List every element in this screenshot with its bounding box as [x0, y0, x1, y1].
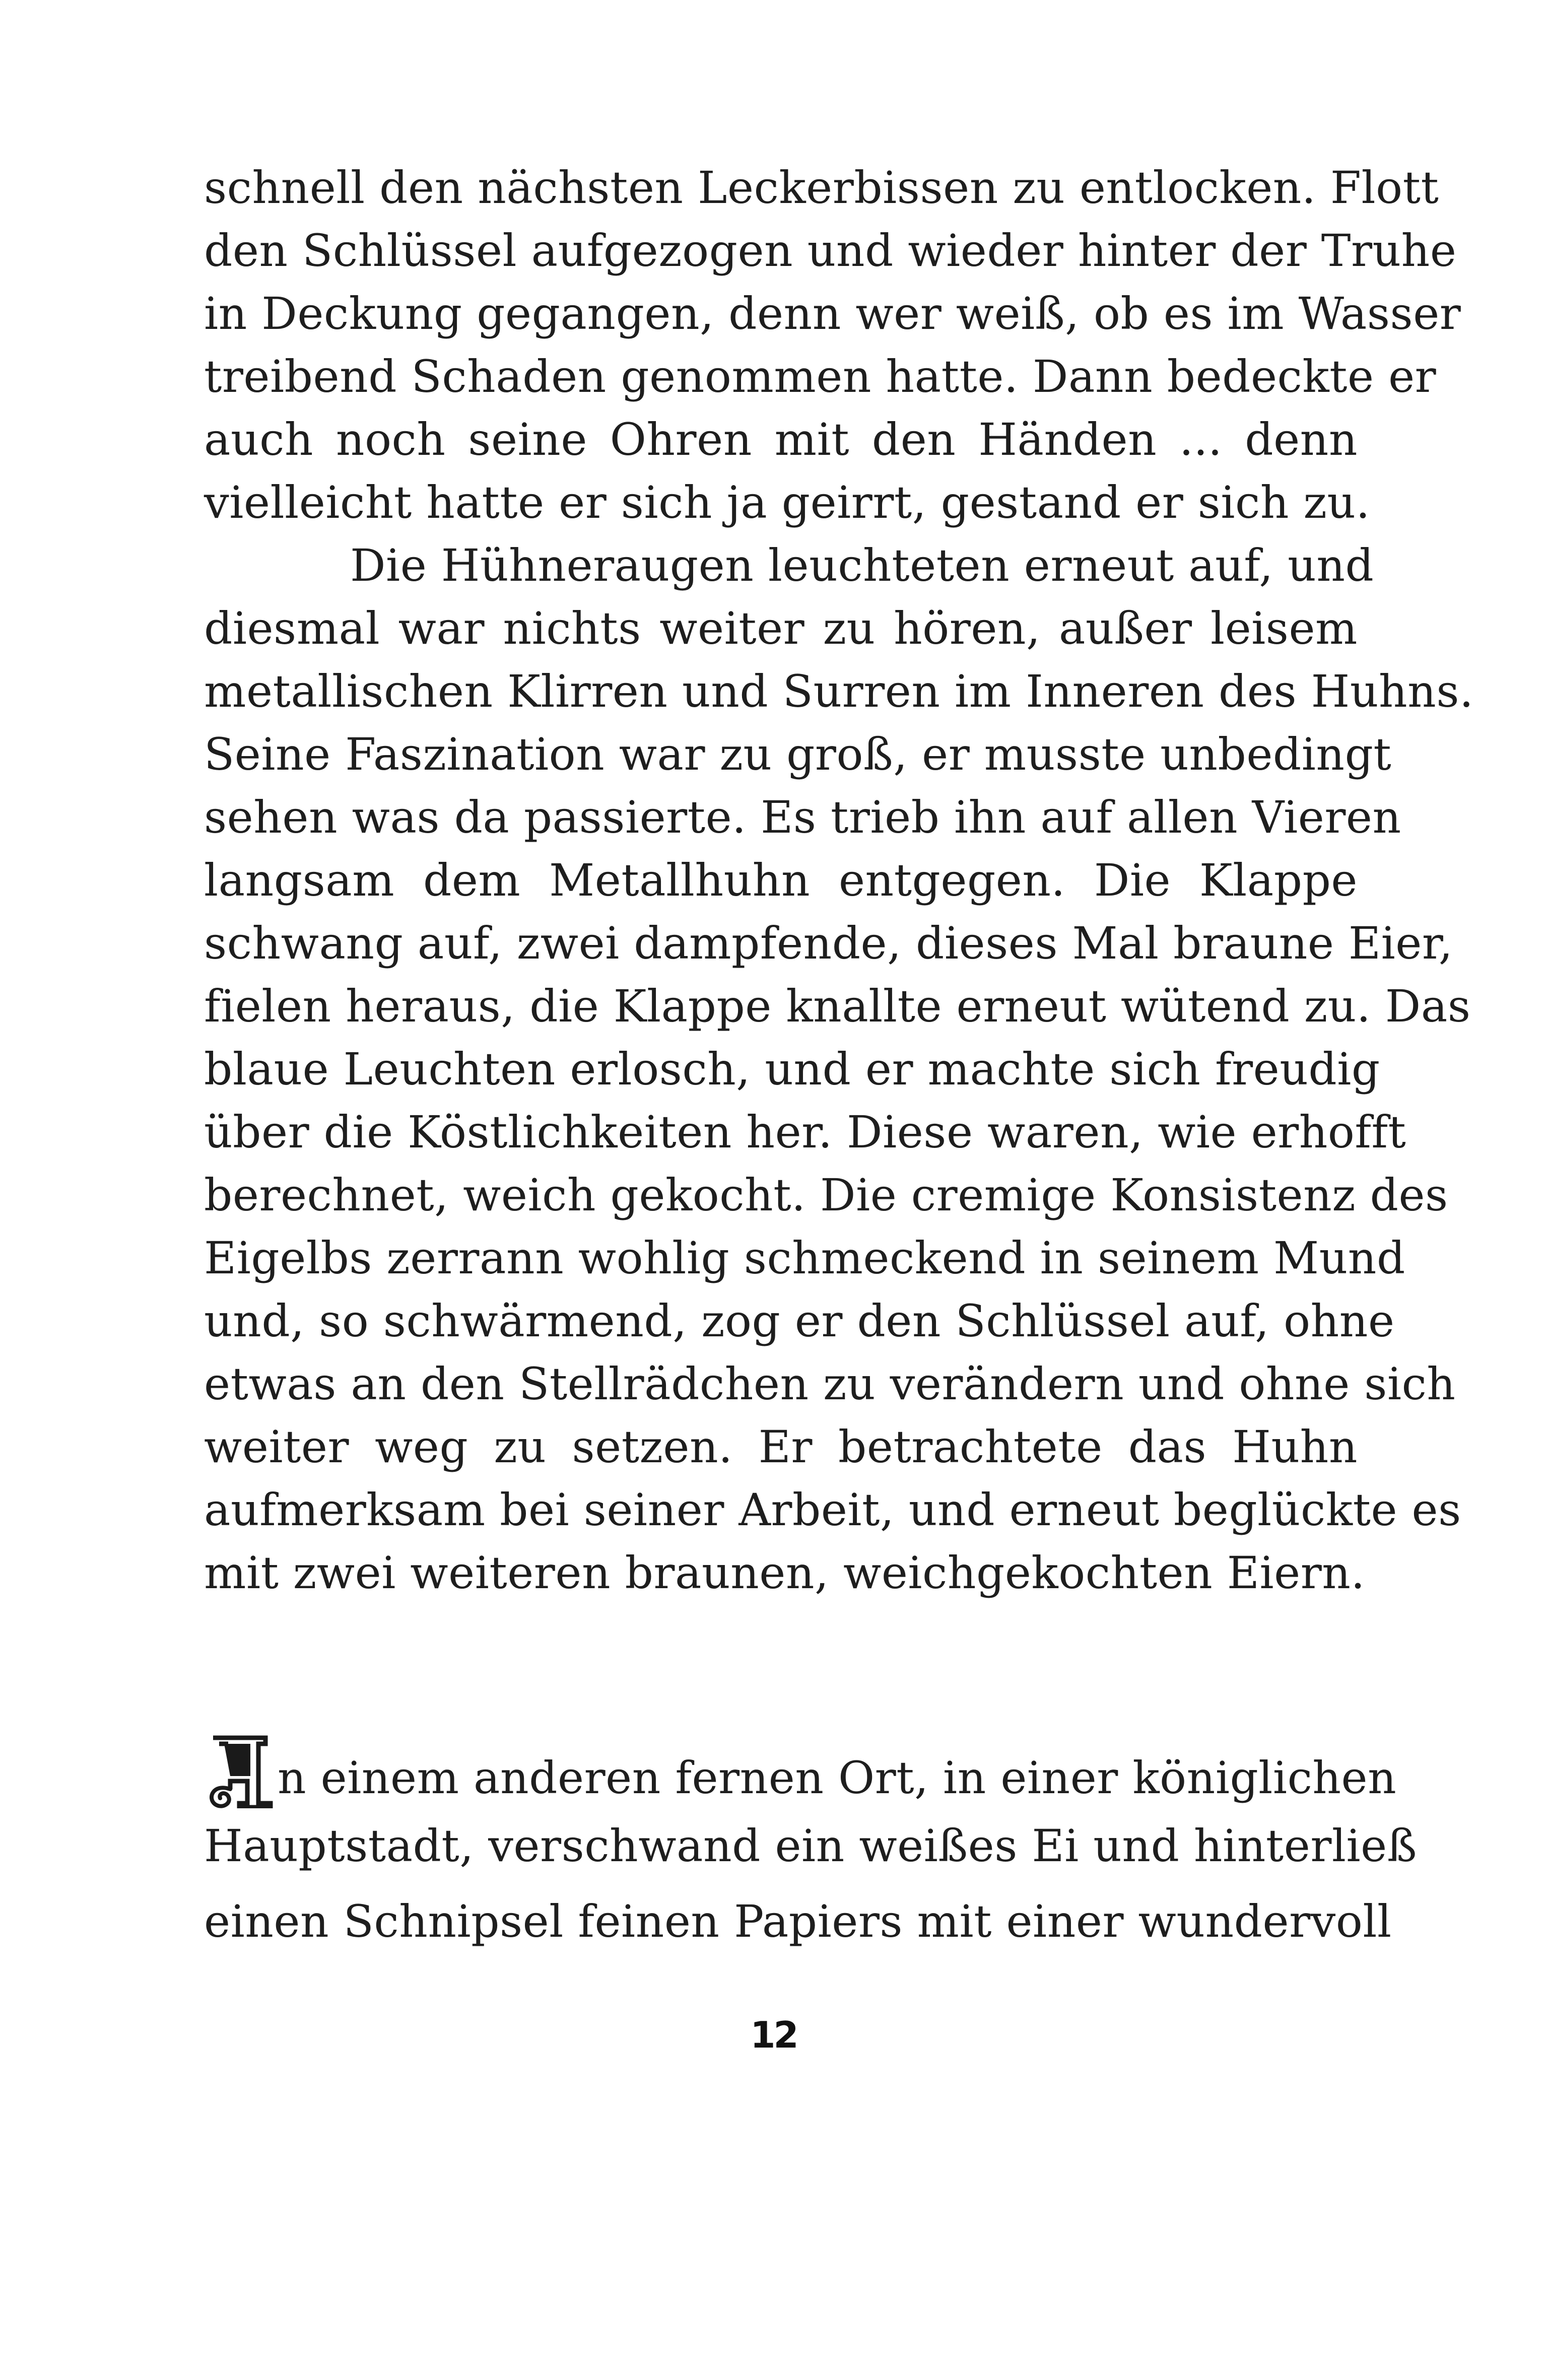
dropcap-line-text: n einem anderen fernen Ort, in einer königlichen: [278, 1752, 1397, 1804]
text-line: weiter weg zu setzen. Er betrachtete das Huhn: [204, 1421, 1358, 1473]
body-text-lower: [204, 1733, 1418, 1959]
text-line: über die Köstlichkeiten her. Diese waren, wie erhofft: [204, 1106, 1406, 1158]
text-line: metallischen Klirren und Surren im Inneren des Huhns.: [204, 665, 1474, 717]
text-line: Die Hühneraugen leuchteten erneut auf, und: [350, 539, 1374, 591]
text-line: und, so schwärmend, zog er den Schlüssel auf, ohne: [204, 1295, 1395, 1347]
text-line: Eigelbs zerrann wohlig schmeckend in seinem Mund: [204, 1232, 1405, 1284]
text-line: in Deckung gegangen, denn wer weiß, ob es im Wasser: [204, 288, 1461, 339]
page-number: 12: [750, 2014, 797, 2056]
text-line: treibend Schaden genommen hatte. Dann bedeckte er: [204, 351, 1437, 402]
text-line: Hauptstadt, verschwand ein weißes Ei und hinterließ: [204, 1820, 1418, 1872]
text-line: [204, 1733, 1397, 1808]
text-line: Seine Faszination war zu groß, er musste unbedingt: [204, 728, 1392, 780]
svg-text:A: A: [236, 1769, 237, 1770]
text-line: langsam dem Metallhuhn entgegen. Die Klappe: [204, 854, 1358, 906]
text-line: diesmal war nichts weiter zu hören, außer leisem: [204, 602, 1358, 654]
body-text-upper: [204, 156, 1474, 1604]
text-line: vielleicht hatte er sich ja geirrt, gestand er sich zu.: [204, 477, 1370, 528]
text-line: schwang auf, zwei dampfende, dieses Mal braune Eier,: [204, 917, 1453, 969]
text-line: etwas an den Stellrädchen zu verändern und ohne sich: [204, 1358, 1456, 1410]
text-line: aufmerksam bei seiner Arbeit, und erneut beglückte es: [204, 1484, 1461, 1536]
text-line: den Schlüssel aufgezogen und wieder hinter der Truhe: [204, 225, 1457, 277]
text-line: blaue Leuchten erlosch, und er machte sich freudig: [204, 1043, 1380, 1095]
text-line: sehen was da passierte. Es trieb ihn auf allen Vieren: [204, 791, 1401, 843]
text-line: berechnet, weich gekocht. Die cremige Konsistenz des: [204, 1169, 1448, 1221]
text-line: fielen heraus, die Klappe knallte erneut wütend zu. Das: [204, 980, 1471, 1032]
ornamental-dropcap-icon: [204, 1733, 275, 1803]
text-line: schnell den nächsten Leckerbissen zu entlocken. Flott: [204, 162, 1439, 214]
text-line: auch noch seine Ohren mit den Händen ... denn: [204, 414, 1358, 465]
text-line: mit zwei weiteren braunen, weichgekochten Eiern.: [204, 1547, 1365, 1599]
text-line: einen Schnipsel feinen Papiers mit einer wundervoll: [204, 1895, 1392, 1947]
